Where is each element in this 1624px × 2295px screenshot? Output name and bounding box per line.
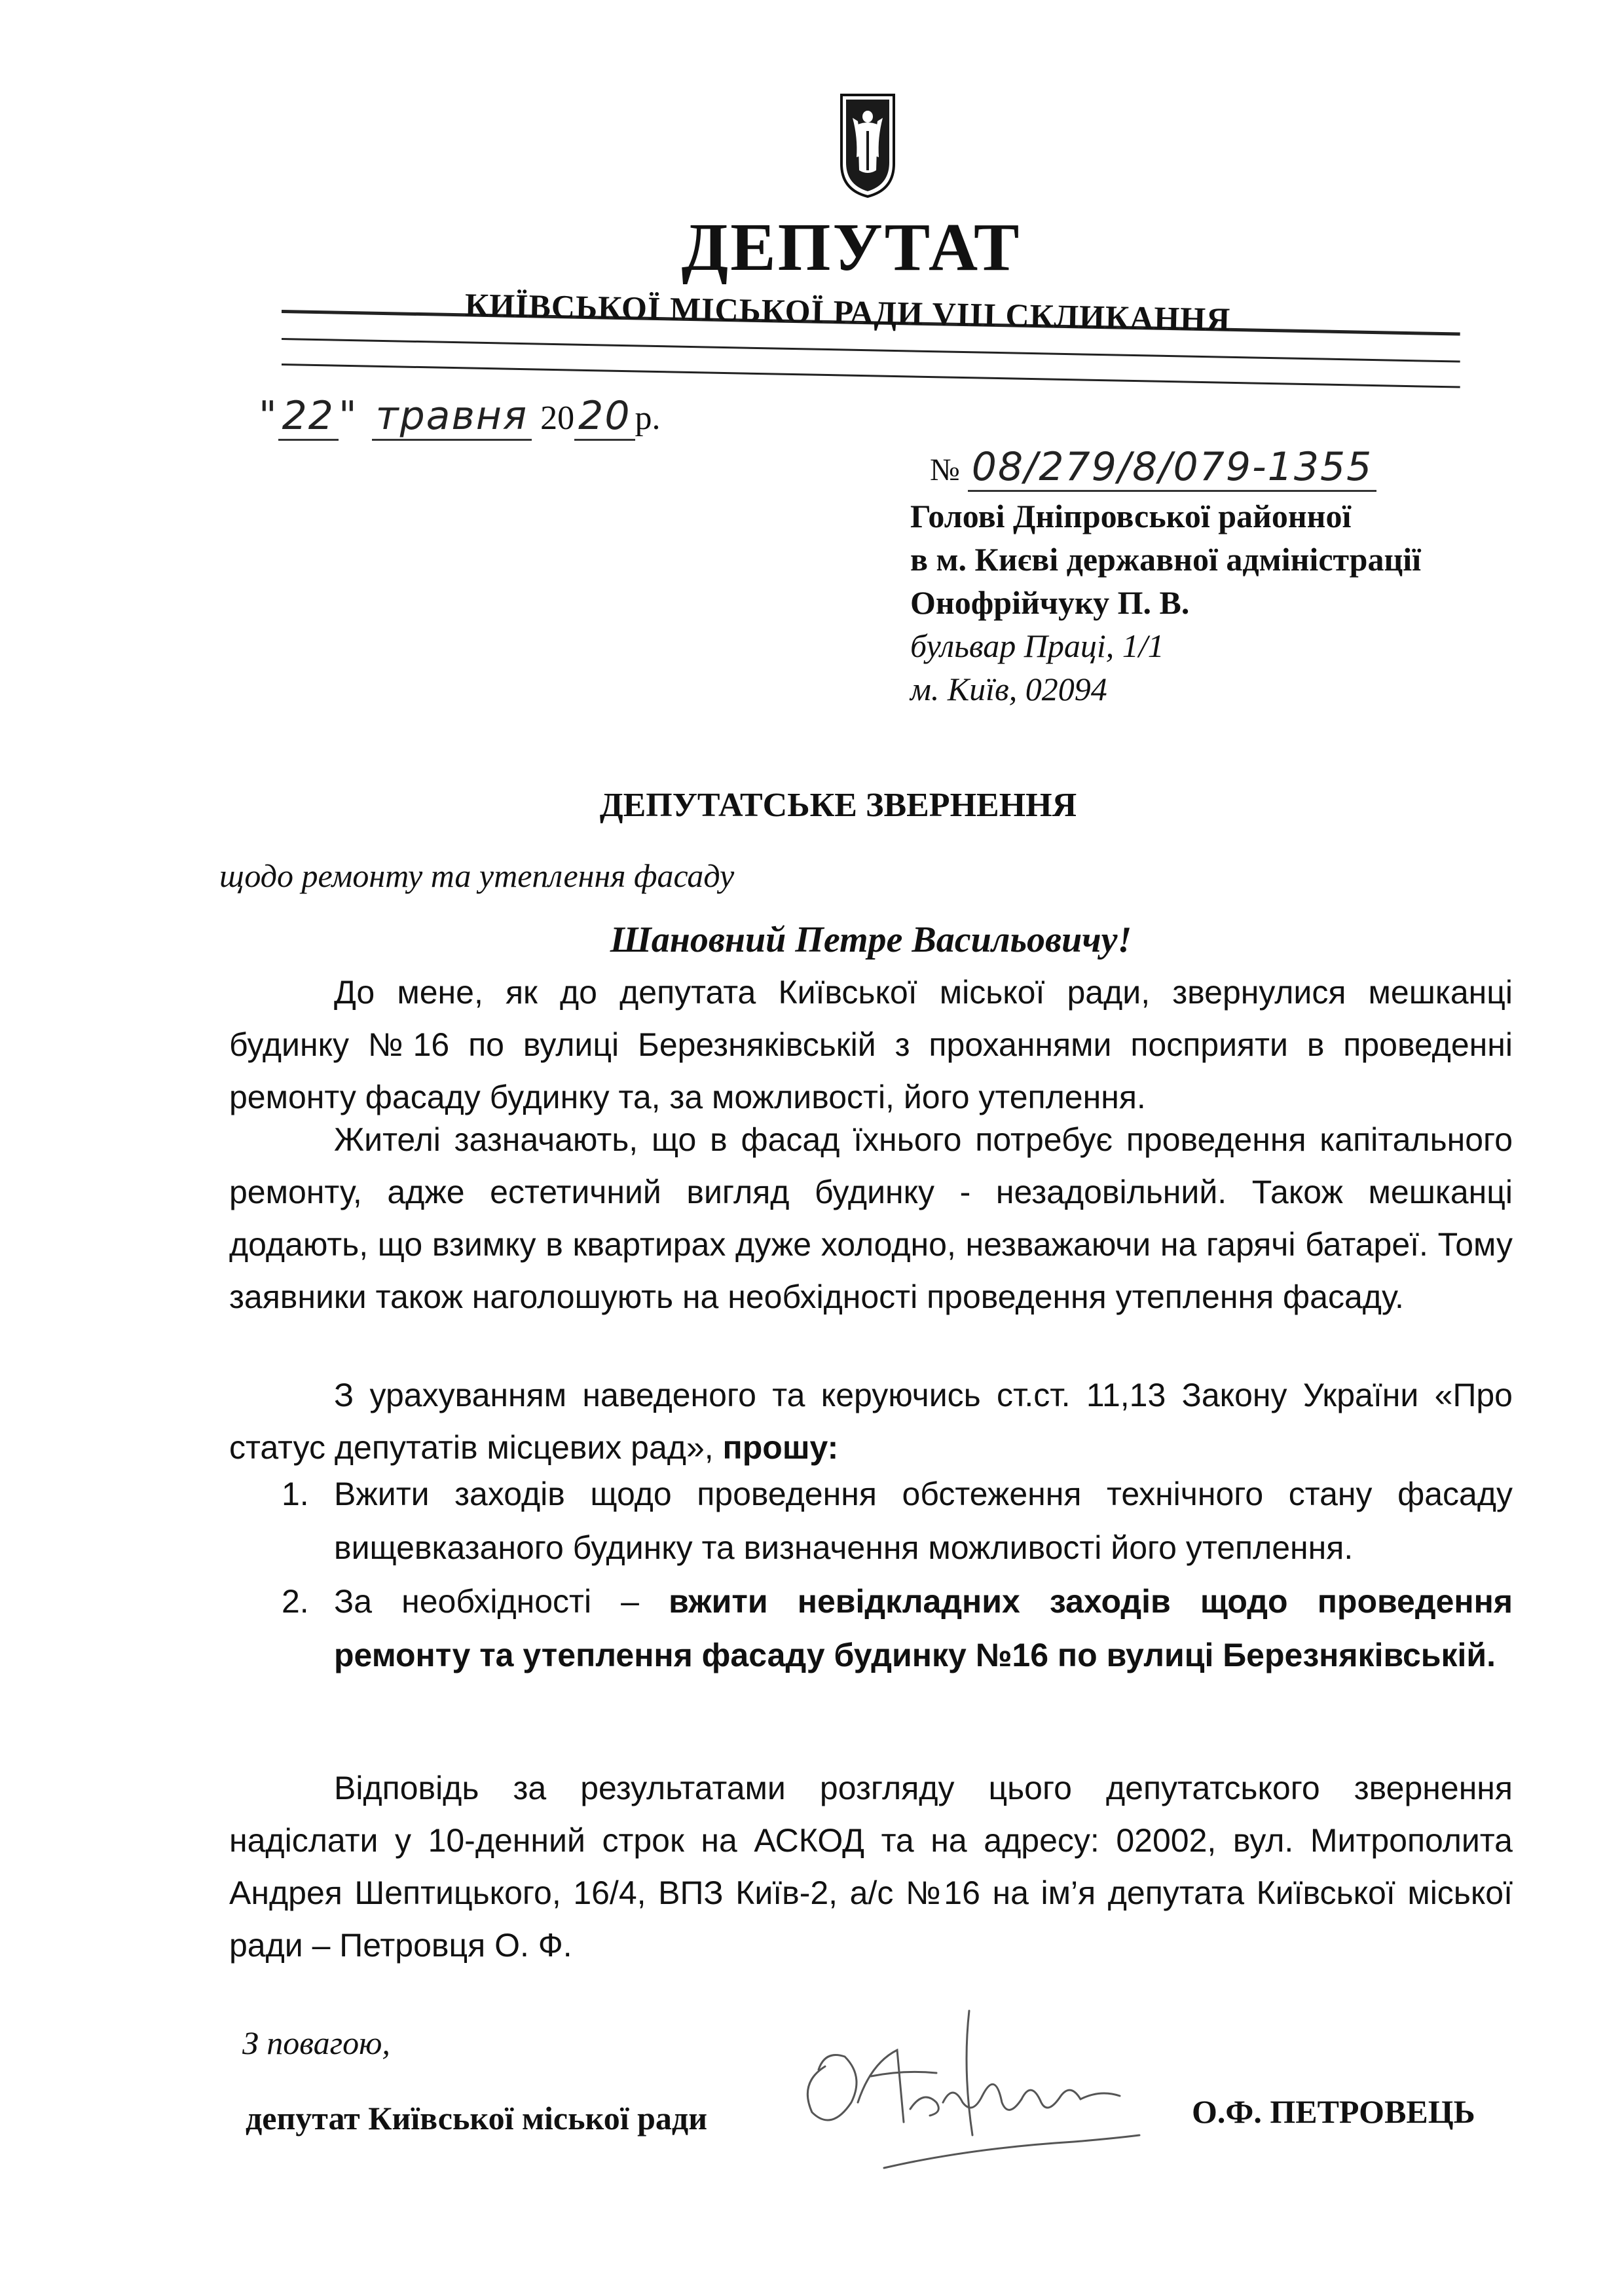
date-year-suffix: 20 [574, 393, 635, 441]
list-item [229, 1467, 1513, 1575]
date-day: 22 [278, 393, 339, 441]
number-value: 08/279/8/079-1355 [968, 444, 1377, 492]
header-rule [282, 338, 1460, 363]
paragraph-1 [229, 966, 1513, 1123]
paragraph-text: Жителі зазначають, що в фасад їхнього потребує проведення капітального ремонту, адже естетичний вигляд будинку - незадовільний. Також мешканці додають, що взимку в квартирах дуже холодно, незважаючи на гарячі батареї. Тому заявники також наголошують на необхідності проведення утеплення фасаду. [229, 1121, 1513, 1315]
paragraph-4 [229, 1762, 1513, 1971]
addressee-city: м. Київ, 02094 [910, 671, 1107, 707]
paragraph-text: Відповідь за результатами розгляду цього депутатського звернення надіслати у 10-денний строк на АСКОД та на адресу: 02002, вул. Митрополита Андрея Шептицького, 16/4, ВПЗ Київ-2, а/с №16 на ім’я депутата Київської міської ради – Петровця О. Ф. [229, 1770, 1513, 1964]
header-subtitle: КИЇВСЬКОЇ МІСЬКОЇ РАДИ VIII СКЛИКАННЯ [464, 286, 1231, 338]
closing: З повагою, [242, 2024, 390, 2061]
addressee-line: Голові Дніпровської районної [910, 498, 1352, 534]
coat-of-arms-icon [838, 92, 897, 200]
list-text: За необхідності – [334, 1583, 669, 1620]
reference-number [930, 444, 1376, 490]
paragraph-2 [229, 1113, 1513, 1323]
header-rule [282, 364, 1460, 388]
request-list [229, 1467, 1513, 1682]
date-year-prefix: 20 [540, 400, 575, 437]
paragraph-text: З урахуванням наведеного та керуючись ст.ст. 11,13 Закону України «Про статус депутатів місцевих рад», [229, 1377, 1513, 1466]
paragraph-text: До мене, як до депутата Київської міської ради, звернулися мешканці будинку №16 по вулиці Березняківській з проханнями посприяти в проведенні ремонту фасаду будинку та, за можливості, його утеплення. [229, 974, 1513, 1115]
signer-name: О.Ф. ПЕТРОВЕЦЬ [1192, 2093, 1475, 2130]
list-text-bold: вжити невідкладних заходів щодо проведення ремонту та утеплення фасаду будинку №16 по вулиці Березняківській. [334, 1583, 1513, 1673]
list-item [229, 1575, 1513, 1682]
document-subject: щодо ремонту та утеплення фасаду [219, 857, 735, 894]
signature-icon [773, 2004, 1179, 2181]
header-title: ДЕПУТАТ [681, 210, 1022, 285]
salutation: Шановний Петре Васильовичу! [610, 920, 1132, 960]
date-month: травня [372, 393, 532, 441]
list-number: 2. [282, 1583, 309, 1620]
document-title: ДЕПУТАТСЬКЕ ЗВЕРНЕННЯ [599, 787, 1077, 824]
request-word: прошу: [722, 1429, 839, 1466]
date-line: " 22 " травня 20 20 р. [259, 393, 661, 439]
addressee-line: в м. Києві державної адміністрації [910, 541, 1422, 578]
addressee-block [910, 494, 1421, 711]
paragraph-3 [229, 1369, 1513, 1474]
list-text: Вжити заходів щодо проведення обстеження технічного стану фасаду вищевказаного будинку та визначення можливості його утеплення. [334, 1476, 1513, 1566]
list-number: 1. [282, 1476, 309, 1512]
signer-title: депутат Київської міської ради [246, 2100, 708, 2136]
addressee-street: бульвар Праці, 1/1 [910, 627, 1164, 664]
addressee-name: Онофрійчуку П. В. [910, 584, 1190, 621]
date-end: р. [635, 400, 661, 437]
number-prefix: № [930, 453, 960, 487]
